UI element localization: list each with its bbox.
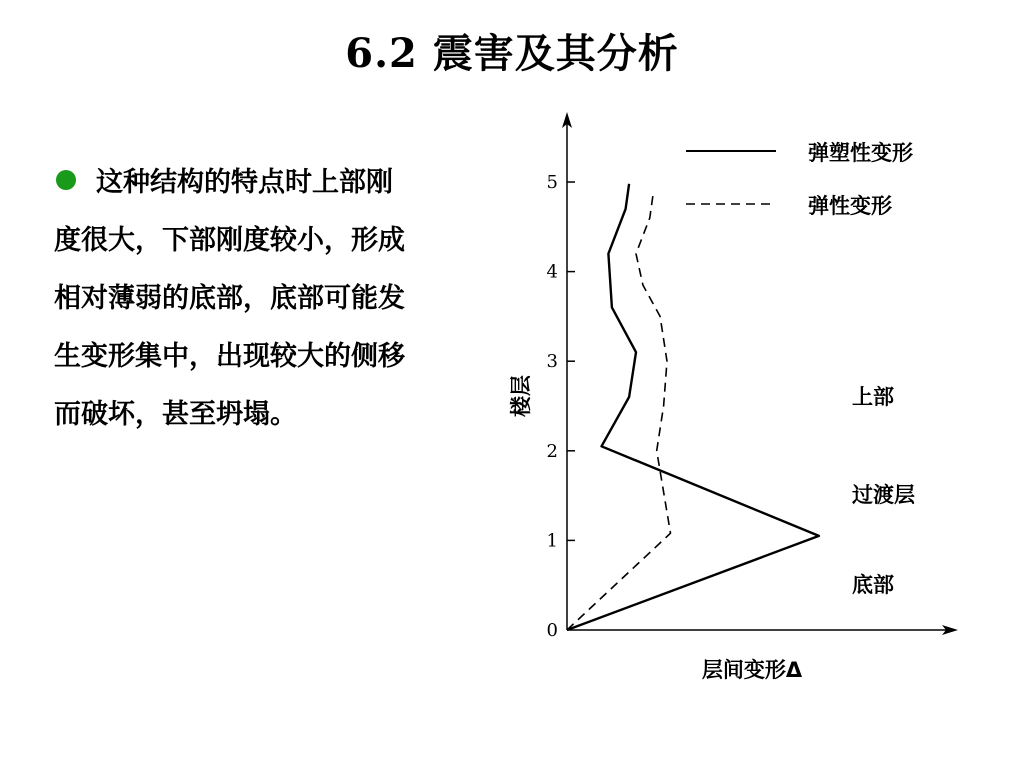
y-tick-label: 2 <box>546 440 558 462</box>
annotation-bottom: 底部 <box>852 573 894 597</box>
y-tick-label: 5 <box>546 172 558 193</box>
annotation-transition: 过渡层 <box>852 483 915 507</box>
y-tick-label: 0 <box>546 620 558 641</box>
bullet-text: 这种结构的特点时上部刚度很大，下部刚度较小，形成相对薄弱的底部，底部可能发生变形集中，出现较大的侧移而破坏，甚至坍塌。 <box>54 167 405 430</box>
slide-title: 6.2 震害及其分析 <box>345 30 679 77</box>
annotation-upper: 上部 <box>852 385 894 409</box>
y-tick-label: 1 <box>546 530 558 552</box>
y-tick-label: 3 <box>546 351 558 373</box>
y-tick-label: 4 <box>546 261 558 283</box>
y-axis-title: 楼层 <box>509 375 533 417</box>
series-line-elastic <box>567 193 671 630</box>
legend-label-plastic: 弹塑性变形 <box>808 141 913 165</box>
legend-label-elastic: 弹性变形 <box>808 194 892 218</box>
x-axis-title: 层间变形Δ <box>701 658 803 682</box>
series-line-elastoplastic <box>567 184 819 630</box>
